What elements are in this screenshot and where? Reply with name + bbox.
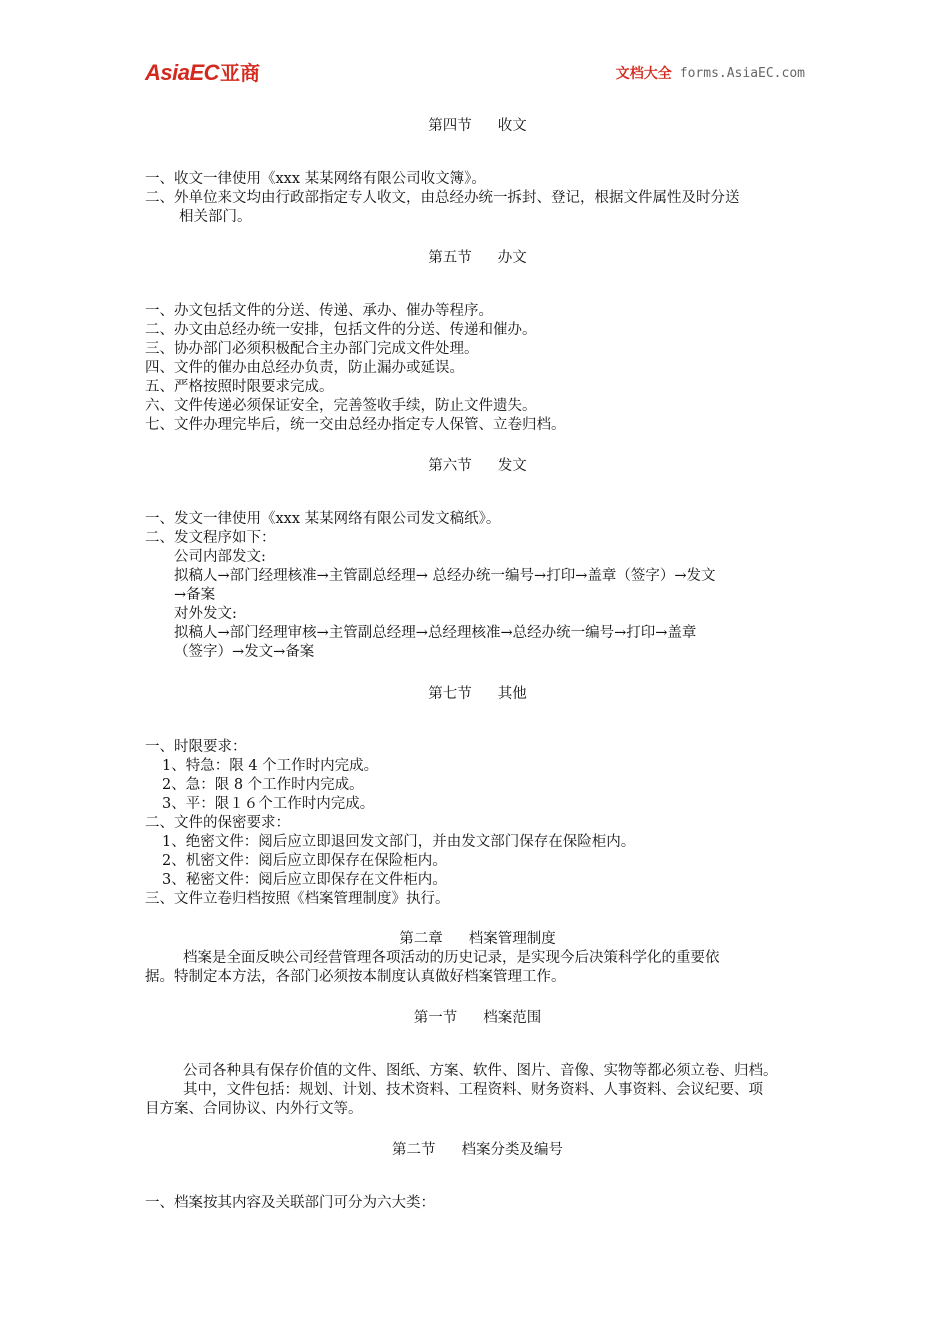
section-heading: 第七节 其他 [428,686,527,702]
sub-item: 1、绝密文件：阅后应立即退回发文部门，并由发文部门保存在保险柜内。 [162,834,636,850]
list-item: 四、文件的催办由总经办负责，防止漏办或延误。 [145,360,464,376]
logo-cn: 亚商 [220,61,261,85]
list-item: 三、文件立卷归档按照《档案管理制度》执行。 [145,891,450,907]
chapter-heading: 第二章 档案管理制度 [399,931,556,947]
list-item: 二、外单位来文均由行政部指定专人收文，由总经办统一拆封、登记，根据文件属性及时分送 [145,190,740,206]
asiaec-logo [145,57,260,83]
list-item: 一、时限要求： [145,739,247,755]
list-item: 二、办文由总经办统一安排，包括文件的分送、传递和催办。 [145,322,537,338]
section-heading: 第一节 档案范围 [413,1010,542,1026]
page-header [0,0,950,100]
list-item: 一、办文包括文件的分送、传递、承办、催办等程序。 [145,303,493,319]
sub-item: →备案 [174,587,216,603]
section-heading: 第六节 发文 [428,458,527,474]
section-heading: 第四节 收文 [428,118,527,134]
sub-item: 1、特急：限 4 个工作时内完成。 [162,758,379,774]
paragraph-line: 目方案、合同协议、内外行文等。 [145,1101,363,1117]
list-item: 一、收文一律使用《xxx 某某网络有限公司收文簿》。 [145,171,486,187]
sub-item: 2、机密文件：阅后应立即保存在保险柜内。 [162,853,447,869]
paragraph-line: 公司各种具有保存价值的文件、图纸、方案、软件、图片、音像、实物等都必须立卷、归档。 [183,1063,778,1079]
list-item: 一、发文一律使用《xxx 某某网络有限公司发文稿纸》。 [145,511,501,527]
section-heading: 第二节 档案分类及编号 [392,1142,563,1158]
sub-item: 拟稿人→部门经理核准→主管副总经理→ 总经办统一编号→打印→盖章（签字）→发文 [174,568,716,584]
sub-item: 3、秘密文件：阅后应立即保存在文件柜内。 [162,872,447,888]
list-item: 一、档案按其内容及关联部门可分为六大类： [145,1195,435,1211]
list-item: 二、发文程序如下： [145,530,276,546]
site-url: forms.AsiaEC.com [679,65,805,81]
paragraph-line: 其中，文件包括：规划、计划、技术资料、工程资料、财务资料、人事资料、会议纪要、项 [183,1082,763,1098]
list-item: 五、严格按照时限要求完成。 [145,379,334,395]
sub-item: 3、平：限１６个工作时内完成。 [162,796,375,812]
sub-item: 公司内部发文: [174,549,266,565]
sub-item: 对外发文: [174,606,237,622]
sub-item: 拟稿人→部门经理审核→主管副总经理→总经理核准→总经办统一编号→打印→盖章 [174,625,697,641]
sub-item: （签字）→发文→备案 [174,644,315,660]
logo-latin: AsiaEC [145,60,220,85]
list-item-continuation: 相关部门。 [179,209,252,225]
section-heading: 第五节 办文 [428,250,527,266]
list-item: 七、文件办理完毕后，统一交由总经办指定专人保管、立卷归档。 [145,417,566,433]
site-banner [616,63,805,83]
list-item: 六、文件传递必须保证安全，完善签收手续，防止文件遗失。 [145,398,537,414]
site-label: 文档大全 [615,66,672,82]
list-item: 三、协办部门必须积极配合主办部门完成文件处理。 [145,341,479,357]
paragraph-line: 据。特制定本方法，各部门必须按本制度认真做好档案管理工作。 [145,969,566,985]
paragraph-line: 档案是全面反映公司经营管理各项活动的历史记录，是实现今后决策科学化的重要依 [183,950,720,966]
sub-item: 2、急：限 8 个工作时内完成。 [162,777,364,793]
list-item: 二、文件的保密要求： [145,815,290,831]
